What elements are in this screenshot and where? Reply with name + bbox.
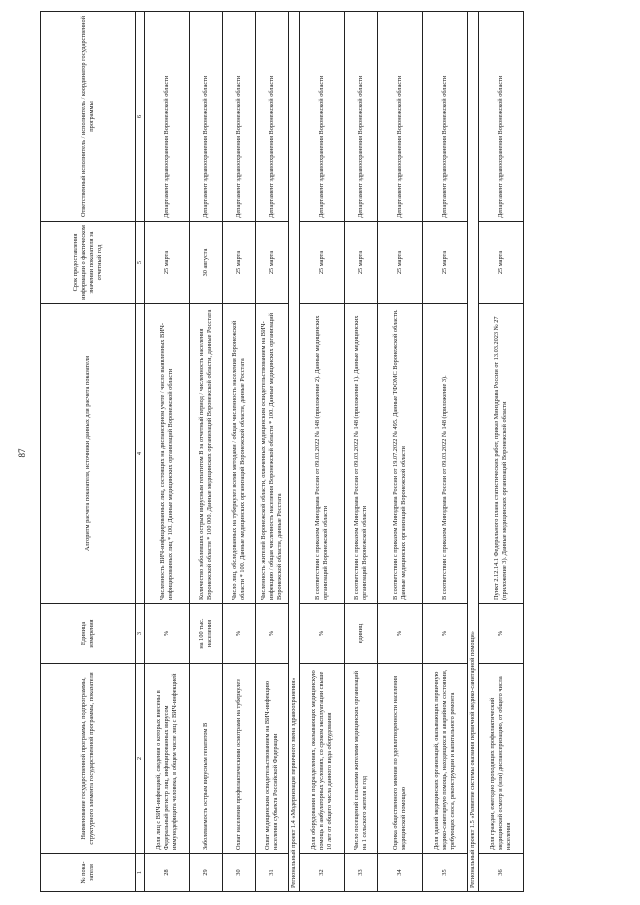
indicator-number: 29: [190, 854, 223, 892]
col-number: 2: [136, 664, 145, 854]
indicator-name: Доля зданий медицинских организаций, оказывающих первичную медико-санитарную помощь, находящихся в аварийном состоянии, требующих сноса, реконструкции и капитального ремонта: [422, 664, 467, 854]
indicator-number: 32: [299, 854, 344, 892]
indicator-name: Доля лиц с ВИЧ-инфекцией, сведения о которых внесены в Федеральный регистр лиц, инфицированных вирусом иммунодефицита человека, в общем числе лиц с ВИЧ-инфекцией: [145, 664, 190, 854]
table-row: [422, 12, 467, 892]
indicator-responsible: Департамент здравоохранения Воронежской области: [190, 12, 223, 222]
indicator-number: 34: [377, 854, 422, 892]
indicator-unit: на 100 тыс. населения: [190, 604, 223, 664]
indicator-algorithm: В соответствии с приказом Минздрава России от 09.03.2022 № 148 (приложение 1). Данные медицинских организаций Воронежской области: [344, 304, 377, 604]
table-row: [377, 12, 422, 892]
indicator-responsible: Департамент здравоохранения Воронежской области: [299, 12, 344, 222]
indicator-algorithm: Численность ВИЧ-инфицированных лиц, состоящих на диспансерном учете / число выявленных ВИЧ-инфицированных лиц * 100. Данные медицинских организаций Воронежской области: [145, 304, 190, 604]
indicator-responsible: Департамент здравоохранения Воронежской области: [256, 12, 289, 222]
indicator-name: Доля оборудования в подразделениях, оказывающих медицинскую помощь в амбулаторных условиях, со сроком эксплуатации свыше 10 лет от общего числа данного вида оборудования: [299, 664, 344, 854]
section-title: Региональный проект 1.4 «Модернизация первичного звена здравоохранения»: [289, 12, 300, 892]
table-row: [223, 12, 256, 892]
indicator-number: 35: [422, 854, 467, 892]
indicator-deadline: 25 марта: [223, 222, 256, 304]
indicator-deadline: 25 марта: [422, 222, 467, 304]
indicator-unit: %: [478, 604, 523, 664]
indicator-name: Доля граждан, ежегодно проходящих профилактический медицинский осмотр и (или) диспансеризацию, от общего числа населения: [478, 664, 523, 854]
header-unit: Единица измерения: [41, 604, 136, 664]
indicator-table: [40, 11, 524, 892]
column-number-row: [136, 12, 145, 892]
indicator-responsible: Департамент здравоохранения Воронежской области: [422, 12, 467, 222]
table-row: [256, 12, 289, 892]
indicator-deadline: 25 марта: [145, 222, 190, 304]
indicator-name: Число посещений сельскими жителями медицинских организаций на 1 сельского жителя в год: [344, 664, 377, 854]
indicator-number: 31: [256, 854, 289, 892]
indicator-deadline: 25 марта: [256, 222, 289, 304]
indicator-number: 30: [223, 854, 256, 892]
indicator-unit: %: [145, 604, 190, 664]
indicator-unit: %: [223, 604, 256, 664]
indicator-algorithm: Численность жителей Воронежской области, охваченных медицинским освидетельствованием на ВИЧ-инфекцию / общая численность населения Воронежской области * 100. Данные медицинских организаций Воронежской области, данные Росстата: [256, 304, 289, 604]
section-title: Региональный проект 1.5 «Развитие системы оказания первичной медико-санитарной помощи»: [467, 12, 478, 892]
indicator-deadline: 25 марта: [344, 222, 377, 304]
indicator-unit: %: [422, 604, 467, 664]
table-row: [190, 12, 223, 892]
section-row: [467, 12, 478, 892]
section-row: [289, 12, 300, 892]
indicator-name: Оценка общественного мнения по удовлетворенности населения медицинской помощью: [377, 664, 422, 854]
indicator-name: Заболеваемость острым вирусным гепатитом В: [190, 664, 223, 854]
indicator-algorithm: Пункт 2.12.14.1 Федерального плана статистических работ, приказ Минздрава России от 13.03.2023 № 27 (приложение 3). Данные медицинских организаций Воронежской области: [478, 304, 523, 604]
header-algorithm: Алгоритм расчета показателя, источники данных для расчета показателя: [41, 304, 136, 604]
indicator-algorithm: В соответствии с приказом Минздрава России от 09.03.2022 № 148 (приложение 2). Данные медицинских организаций Воронежской области: [299, 304, 344, 604]
indicator-responsible: Департамент здравоохранения Воронежской области: [223, 12, 256, 222]
indicator-number: 28: [145, 854, 190, 892]
indicator-algorithm: В соответствии с приказом Минздрава России от 09.03.2022 № 148 (приложение 3).: [422, 304, 467, 604]
indicator-deadline: 25 марта: [478, 222, 523, 304]
indicator-unit: %: [256, 604, 289, 664]
indicator-deadline: 30 августа: [190, 222, 223, 304]
indicator-responsible: Департамент здравоохранения Воронежской области: [145, 12, 190, 222]
table-row: [145, 12, 190, 892]
col-number: 6: [136, 12, 145, 222]
indicator-algorithm: Число лиц, обследованных на туберкулез всеми методами / общая численность населения Воронежской области * 100. Данные медицинских организаций Воронежской области, данные Росстата: [223, 304, 256, 604]
indicator-number: 36: [478, 854, 523, 892]
indicator-responsible: Департамент здравоохранения Воронежской области: [377, 12, 422, 222]
col-number: 1: [136, 854, 145, 892]
indicator-table-rotated: [40, 12, 600, 892]
indicator-number: 33: [344, 854, 377, 892]
table-row: [344, 12, 377, 892]
col-number: 3: [136, 604, 145, 664]
indicator-responsible: Департамент здравоохранения Воронежской области: [344, 12, 377, 222]
table-row: [299, 12, 344, 892]
page-number: 87: [17, 448, 27, 458]
indicator-unit: %: [299, 604, 344, 664]
col-number: 4: [136, 304, 145, 604]
indicator-unit: %: [377, 604, 422, 664]
indicator-deadline: 25 марта: [299, 222, 344, 304]
header-name: Наименование государственной программы, подпрограммы, структурного элемента государственной программы, показателя: [41, 664, 136, 854]
header-number: № пока-зателя: [41, 854, 136, 892]
indicator-algorithm: Количество заболевших острым вирусным гепатитом В за отчетный период / численность населения Воронежской области * 100 000. Данные медицинских организаций Воронежской области, данные Росстата: [190, 304, 223, 604]
indicator-algorithm: В соответствии с приказом Минздрава России от 19.07.2022 № 495. Данные ТФОМС Воронежской области. Данные медицинских организаций Воронежской области: [377, 304, 422, 604]
header-responsible: Ответственный исполнитель / исполнитель / координатор государственной программы: [41, 12, 136, 222]
indicator-name: Охват медицинским освидетельствованием на ВИЧ-инфекцию населения субъекта Российской Федерации: [256, 664, 289, 854]
indicator-name: Охват населения профилактическими осмотрами на туберкулез: [223, 664, 256, 854]
indicator-unit: единиц: [344, 604, 377, 664]
table-row: [478, 12, 523, 892]
col-number: 5: [136, 222, 145, 304]
indicator-responsible: Департамент здравоохранения Воронежской области: [478, 12, 523, 222]
indicator-deadline: 25 марта: [377, 222, 422, 304]
header-deadline: Срок предоставления информации о фактическом значении показателя за отчетный год: [41, 222, 136, 304]
header-row: [41, 12, 136, 892]
